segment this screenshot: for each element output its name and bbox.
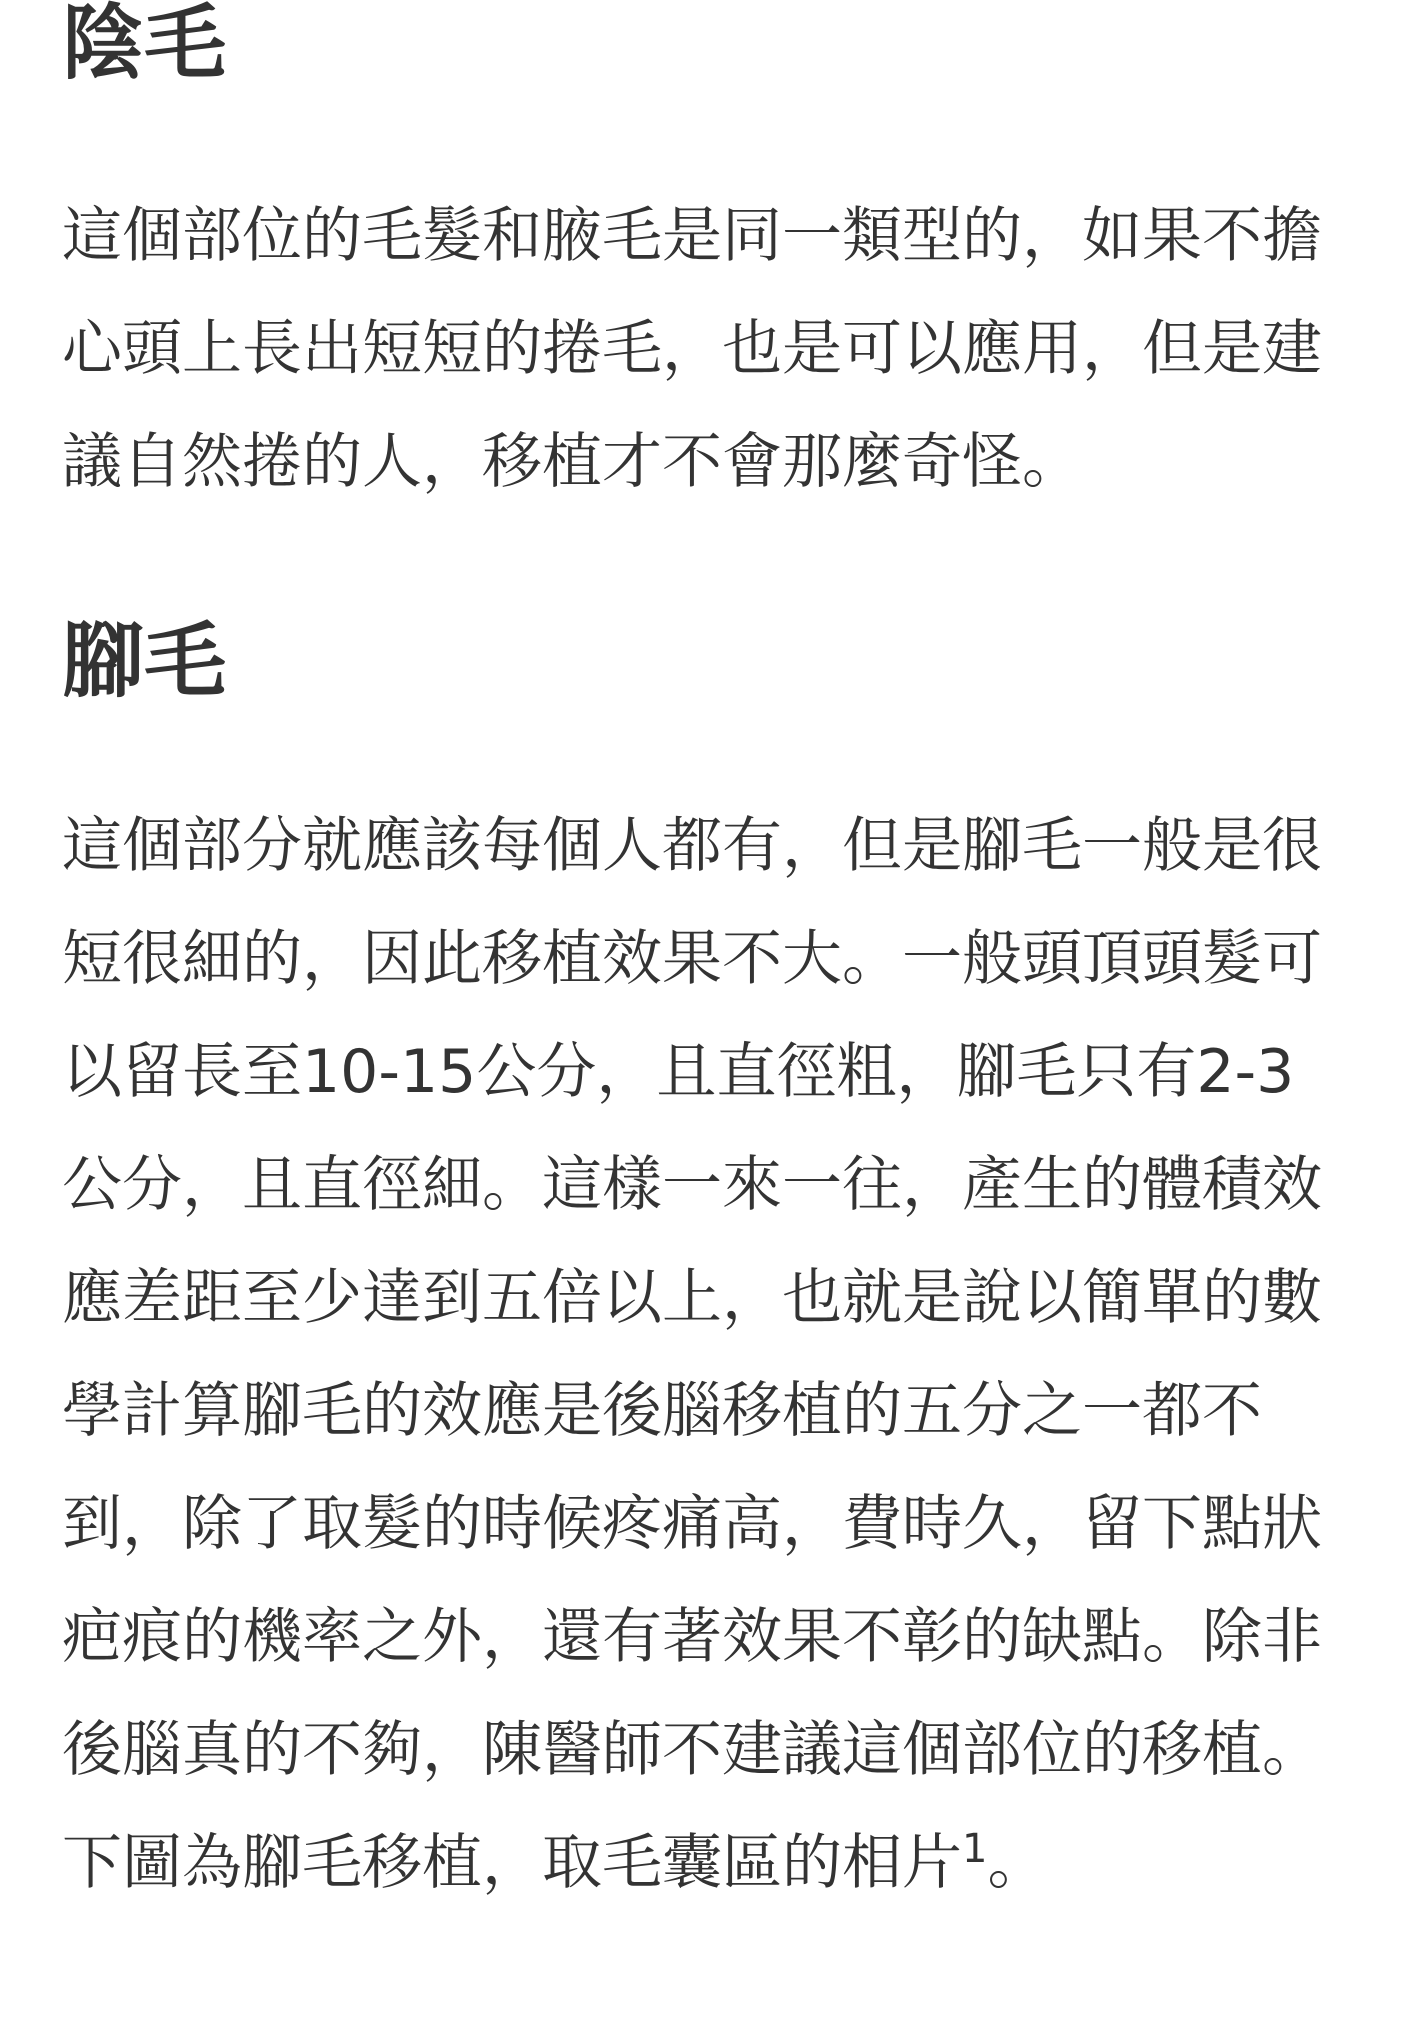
section-heading-leg-hair: 腳毛: [62, 614, 227, 709]
paragraph-text: 這個部分就應該每個人都有，但是腳毛一般是很短很細的，因此移植效果不大。一般頭頂頭髮可以留長至10-15公分，且直徑粗，腳毛只有2-3公分，且直徑細。這樣一來一往，產生的體積效應差距至少達到五倍以上，也就是說以簡單的數學計算腳毛的效應是後腦移植的五分之一都不到，除了取髮的時候疼痛高，費時久，留下點狀疤痕的機率之外，還有著效果不彰的缺點。除非後腦真的不夠，陳醫師不建議這個部位的移植。下圖為腳毛移植，取毛囊區的相片: [62, 811, 1322, 1898]
section-paragraph-pubic-hair: 這個部位的毛髮和腋毛是同一類型的，如果不擔心頭上長出短短的捲毛，也是可以應用，但是建議自然捲的人，移植才不會那麼奇怪。: [62, 201, 1322, 497]
paragraph-end: 。: [987, 1828, 1048, 1898]
section-paragraph-leg-hair: [62, 790, 1352, 1920]
section-heading-pubic-hair: 陰毛: [62, 0, 227, 91]
footnote-link[interactable]: 1: [962, 1826, 988, 1872]
